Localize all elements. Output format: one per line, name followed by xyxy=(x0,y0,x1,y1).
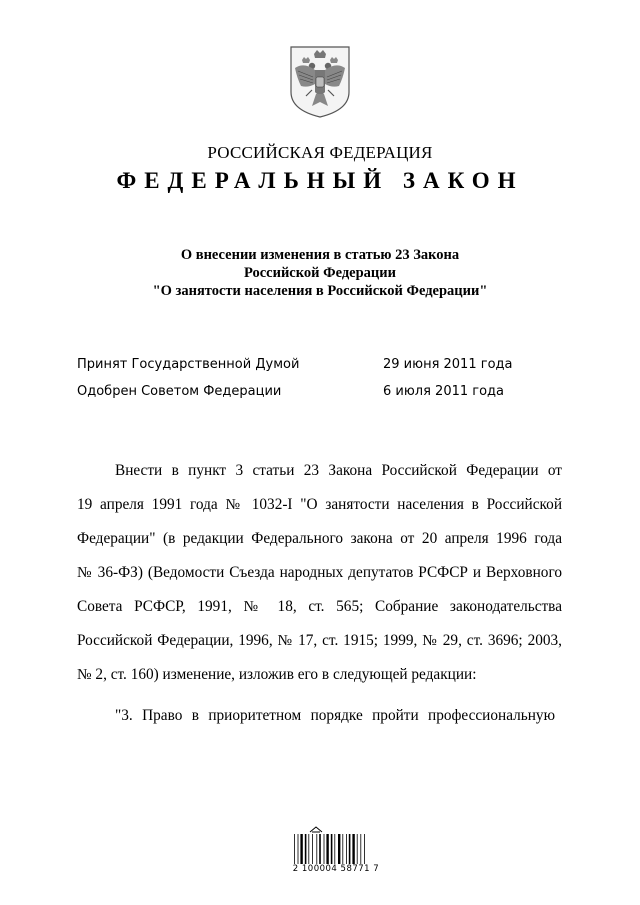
body-line-1: Внести в пункт 3 статьи 23 Закона Российской Федерации от xyxy=(115,462,562,479)
coat-of-arms-emblem xyxy=(288,44,352,120)
council-approval-label: Одобрен Советом Федерации xyxy=(77,384,282,399)
law-title-line-1: О внесении изменения в статью 23 Закона xyxy=(180,247,460,263)
duma-adoption-date: 29 июня 2011 года xyxy=(383,357,513,372)
body-line-3: Федерации" (в редакции Федерального закона от 20 апреля 1996 года xyxy=(77,530,562,547)
country-name: РОССИЙСКАЯ ФЕДЕРАЦИЯ xyxy=(207,143,433,162)
law-title-line-2: Российской Федерации xyxy=(243,265,396,281)
barcode xyxy=(292,826,374,866)
body-line-5: Совета РСФСР, 1991, № 18, ст. 565; Собрание законодательства xyxy=(77,598,562,615)
law-title-line-3: "О занятости населения в Российской Федерации" xyxy=(152,283,488,299)
document-type: ФЕДЕРАЛЬНЫЙ ЗАКОН xyxy=(116,168,524,193)
body-line-7: № 2, ст. 160) изменение, изложив его в следующей редакции: xyxy=(77,666,477,683)
body-line-6: Российской Федерации, 1996, № 17, ст. 1915; 1999, № 29, ст. 3696; 2003, xyxy=(77,632,562,649)
barcode-number: 2 100004 58771 7 xyxy=(292,864,380,874)
duma-adoption-label: Принят Государственной Думой xyxy=(77,357,300,372)
council-approval-date: 6 июля 2011 года xyxy=(383,384,505,399)
body-line-2: 19 апреля 1991 года № 1032-I "О занятости населения в Российской xyxy=(77,496,562,513)
body-line-8: "3. Право в приоритетном порядке пройти профессиональную xyxy=(115,707,555,724)
body-line-4: № 36-ФЗ) (Ведомости Съезда народных депутатов РСФСР и Верховного xyxy=(77,564,562,581)
